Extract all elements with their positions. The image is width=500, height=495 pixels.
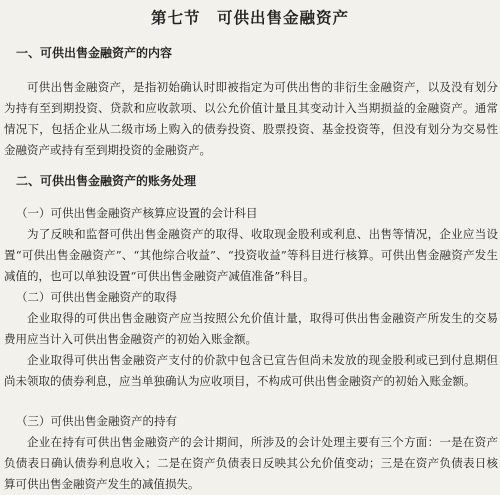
page-title: 第七节 可供出售金融资产 xyxy=(150,8,349,27)
section-2-heading: 二、可供出售金融资产的账务处理 xyxy=(16,174,197,188)
subsection-3-paragraph: 企业在持有可供出售金融资产的会计期间，所涉及的会计处理主要有三个方面：一是在资产负债表日确认债券利息收入；二是在资产负债表日反映其公允价值变动；三是在资产负债表日核算可供出售金融资产发生的减值损失。 xyxy=(4,435,498,491)
subsection-2-paragraph-1: 企业取得的可供出售金融资产应当按照公允价值计量，取得可供出售金融资产所发生的交易费用应当计入可供出售金融资产的初始入账金额。 xyxy=(4,311,498,346)
subsection-3-heading: （三）可供出售金融资产的持有 xyxy=(16,414,177,428)
section-1-paragraph: 可供出售金融资产，是指初始确认时即被指定为可供出售的非衍生金融资产，以及没有划分为持有至到期投资、贷款和应收款项、以公允价值计量且其变动计入当期损益的金融资产。通常情况下，包括企业从二级市场上购入的债券投资、股票投资、基金投资等，但没有划分为交易性金融资产或持有至到期投资的金融资产。 xyxy=(4,80,498,157)
subsection-1-paragraph: 为了反映和监督可供出售金融资产的取得、收取现金股利或利息、出售等情况，企业应当设置“可供出售金融资产”、“其他综合收益”、“投资收益”等科目进行核算。可供出售金融资产发生减值的，也可以单独设置“可供出售金融资产减值准备”科目。 xyxy=(4,227,498,283)
subsection-1-heading: （一）可供出售金融资产核算应设置的会计科目 xyxy=(16,206,258,220)
section-1-heading: 一、可供出售金融资产的内容 xyxy=(16,46,173,60)
subsection-2-heading: （二）可供出售金融资产的取得 xyxy=(16,290,177,304)
subsection-2-paragraph-2: 企业取得可供出售金融资产支付的价款中包含已宣告但尚未发放的现金股利或已到付息期但尚未领取的债券利息，应当单独确认为应收项目，不构成可供出售金融资产的初始入账金额。 xyxy=(4,353,498,388)
